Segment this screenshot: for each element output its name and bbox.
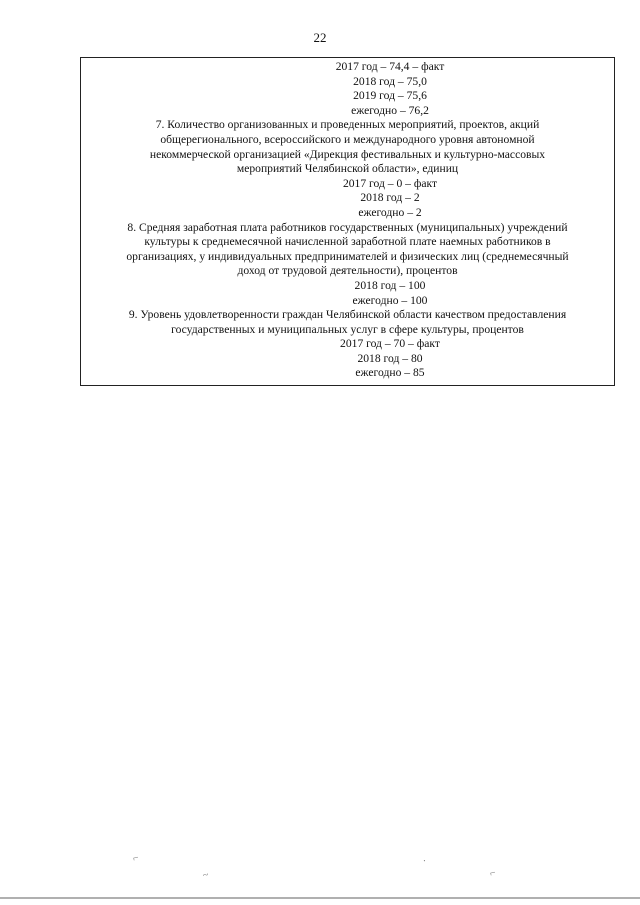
- scan-speck: ⌐: [488, 867, 497, 880]
- indicator-value-line: 2017 год – 0 – факт: [342, 176, 438, 190]
- indicator-value-line: ежегодно – 100: [352, 293, 428, 307]
- indicator-7-title-line: общерегионального, всероссийского и международного уровня автономной: [160, 132, 535, 146]
- indicator-value-line: ежегодно – 2: [358, 205, 422, 219]
- indicator-7-title-line: 7. Количество организованных и проведенных мероприятий, проектов, акций: [155, 118, 540, 132]
- indicator-value-line: 2018 год – 75,0: [353, 74, 427, 88]
- scan-bottom-edge: [0, 897, 640, 899]
- scan-speck: ⌐: [131, 852, 140, 865]
- indicator-7-title-line: некоммерческой организацией «Дирекция фестивальных и культурно-массовых: [149, 147, 546, 161]
- indicator-value-line: 2018 год – 100: [354, 278, 426, 292]
- indicator-value-line: ежегодно – 76,2: [351, 103, 429, 117]
- indicator-8-title-line: организациях, у индивидуальных предпринимателей и физических лиц (среднемесячный: [126, 249, 569, 263]
- indicator-8-title-line: культуры к среднемесячной начисленной заработной плате наемных работников в: [144, 235, 551, 249]
- indicator-value-line: 2019 год – 75,6: [353, 89, 427, 103]
- scan-speck: ~: [201, 869, 210, 882]
- indicator-value-line: 2018 год – 2: [360, 191, 420, 205]
- indicator-7-title-line: мероприятий Челябинской области», единиц: [236, 162, 459, 176]
- indicator-8-title-line: доход от трудовой деятельности), процентов: [237, 264, 458, 278]
- indicators-table-cell: [80, 57, 615, 386]
- indicator-value-line: 2017 год – 70 – факт: [340, 337, 440, 351]
- scan-speck: ·: [421, 855, 428, 868]
- indicator-9-title-line: 9. Уровень удовлетворенности граждан Челябинской области качеством предоставления: [128, 308, 567, 322]
- indicator-8-title-line: 8. Средняя заработная плата работников государственных (муниципальных) учреждений: [127, 220, 568, 234]
- indicator-9-title-line: государственных и муниципальных услуг в сфере культуры, процентов: [171, 322, 524, 336]
- page-number: 22: [313, 30, 327, 45]
- indicator-value-line: 2017 год – 74,4 – факт: [335, 60, 445, 73]
- indicator-value-line: 2018 год – 80: [357, 351, 423, 365]
- indicator-value-line: ежегодно – 85: [355, 366, 425, 380]
